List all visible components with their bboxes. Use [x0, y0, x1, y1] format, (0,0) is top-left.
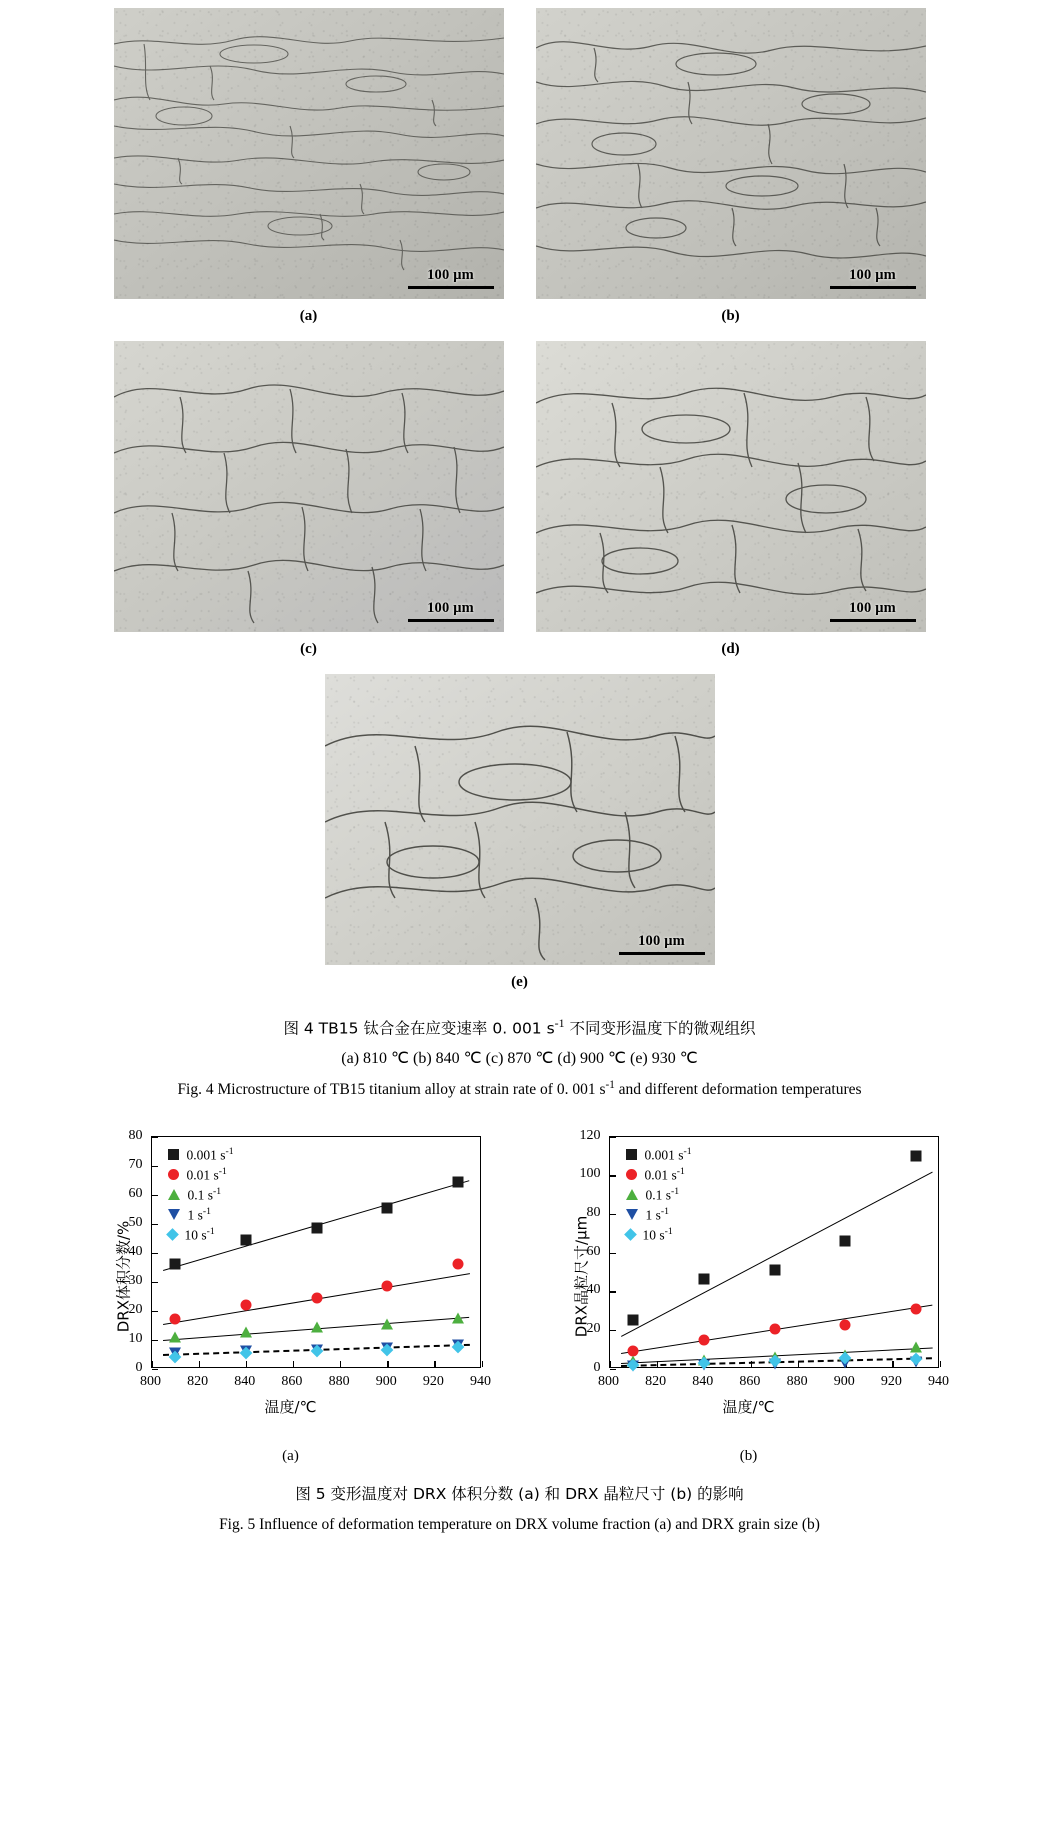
figure-4-caption-en-tail: and different deformation temperatures	[614, 1081, 862, 1099]
panel-label-e: (e)	[511, 974, 528, 990]
y-tick-label: 80	[586, 1204, 601, 1220]
chart-b-legend	[626, 1145, 692, 1245]
triangle-up-marker-icon	[452, 1312, 464, 1323]
scale-bar-label-a: 100 μm	[427, 267, 474, 284]
square-marker-icon	[382, 1202, 393, 1213]
diamond-marker-icon	[624, 1228, 637, 1241]
scale-bar-label-d: 100 μm	[849, 600, 896, 617]
square-marker-icon	[769, 1264, 780, 1275]
legend-item-4	[168, 1225, 234, 1245]
chart-b-plot-area	[609, 1136, 939, 1368]
y-tick-label: 50	[128, 1214, 143, 1230]
y-tick	[152, 1340, 158, 1341]
figure-4-caption-cn-main: 图 4 TB15 钛合金在应变速率 0. 001 s	[283, 1019, 555, 1038]
legend-label-4: 10 $s^{-1}$	[184, 1225, 215, 1243]
micrograph-cell-d	[536, 341, 926, 674]
triangle-up-marker-icon	[168, 1189, 180, 1200]
figure-4-caption-en-sup: -1	[605, 1079, 615, 1092]
square-marker-icon	[240, 1234, 251, 1245]
circle-marker-icon	[626, 1169, 637, 1180]
micrograph-row-2	[0, 341, 1039, 674]
texture-overlay	[536, 341, 926, 632]
scale-bar-a	[408, 268, 494, 289]
x-tick	[482, 1361, 483, 1367]
x-tick-label: 820	[645, 1373, 667, 1389]
square-marker-icon	[840, 1235, 851, 1246]
circle-marker-icon	[452, 1259, 463, 1270]
x-tick	[940, 1361, 941, 1367]
figure-5-caption-cn	[0, 1479, 1039, 1510]
x-tick-label: 880	[328, 1373, 350, 1389]
x-tick-label: 900	[833, 1373, 855, 1389]
square-marker-icon	[626, 1149, 637, 1160]
y-tick-label: 80	[128, 1127, 143, 1143]
circle-marker-icon	[168, 1169, 179, 1180]
triangle-up-marker-icon	[240, 1327, 252, 1338]
y-tick	[610, 1330, 616, 1331]
figure-5	[0, 1124, 1039, 1465]
x-tick-label: 840	[234, 1373, 256, 1389]
micrograph-cell-a	[114, 8, 504, 341]
diamond-marker-icon	[166, 1228, 179, 1241]
circle-marker-icon	[170, 1314, 181, 1325]
circle-marker-icon	[840, 1320, 851, 1331]
scale-bar-line-c	[408, 619, 494, 622]
y-tick-label: 100	[579, 1166, 601, 1182]
legend-label-4: 10 $s^{-1}$	[642, 1225, 673, 1243]
x-tick-label: 880	[786, 1373, 808, 1389]
panel-label-b: (b)	[721, 308, 740, 324]
micrograph-image-b	[536, 8, 926, 299]
micrograph-cell-b	[536, 8, 926, 341]
y-tick	[610, 1175, 616, 1176]
texture-overlay	[114, 341, 504, 632]
triangle-up-marker-icon	[311, 1321, 323, 1332]
legend-label-0: 0.001 $s^{-1}$	[644, 1145, 692, 1163]
legend-item-0	[168, 1145, 234, 1165]
chart-a-legend	[168, 1145, 234, 1245]
legend-item-2	[626, 1185, 692, 1205]
y-tick	[610, 1214, 616, 1215]
figure-4-caption-subpanels: (a) 810 ℃ (b) 840 ℃ (c) 870 ℃ (d) 900 ℃ (e) 930 ℃	[341, 1050, 698, 1068]
scale-bar-b	[830, 268, 916, 289]
legend-item-1	[626, 1165, 692, 1185]
scale-bar-line-d	[830, 619, 916, 622]
y-tick	[152, 1195, 158, 1196]
square-marker-icon	[168, 1149, 179, 1160]
figure-4-caption	[0, 1013, 1039, 1106]
circle-marker-icon	[240, 1299, 251, 1310]
figure-4-caption-cn-tail: 不同变形温度下的微观组织	[564, 1019, 756, 1038]
texture-overlay	[325, 674, 715, 965]
y-tick	[152, 1137, 158, 1138]
x-tick-label: 940	[470, 1373, 491, 1389]
micrograph-cell-e	[325, 674, 715, 1007]
square-marker-icon	[170, 1259, 181, 1270]
texture-overlay	[114, 8, 504, 299]
scale-bar-line-b	[830, 286, 916, 289]
legend-item-3	[168, 1205, 234, 1225]
scale-bar-label-e: 100 μm	[638, 933, 685, 950]
y-tick	[152, 1253, 158, 1254]
legend-label-0: 0.001 $s^{-1}$	[186, 1145, 234, 1163]
scale-bar-c	[408, 601, 494, 622]
scale-bar-line-a	[408, 286, 494, 289]
y-tick-label: 120	[579, 1127, 601, 1143]
legend-item-1	[168, 1165, 234, 1185]
y-tick	[152, 1311, 158, 1312]
x-tick	[293, 1361, 294, 1367]
square-marker-icon	[910, 1150, 921, 1161]
scale-bar-e	[619, 934, 705, 955]
triangle-up-marker-icon	[381, 1318, 393, 1329]
y-tick	[152, 1166, 158, 1167]
x-tick	[246, 1361, 247, 1367]
y-tick-label: 60	[128, 1185, 143, 1201]
triangle-down-marker-icon	[626, 1209, 638, 1220]
chart-b-sublabel: (b)	[739, 1447, 758, 1464]
chart-a-y-axis-title: DRX体积分数/%	[114, 1220, 132, 1332]
y-tick	[152, 1369, 158, 1370]
legend-label-3: 1 $s^{-1}$	[645, 1205, 669, 1223]
y-tick	[152, 1282, 158, 1283]
figure-4-caption-en-main: Fig. 4 Microstructure of TB15 titanium alloy at strain rate of 0. 001 s	[177, 1081, 606, 1099]
panel-label-a: (a)	[299, 308, 318, 324]
panel-label-c: (c)	[300, 641, 317, 657]
y-tick	[610, 1291, 616, 1292]
y-tick	[610, 1253, 616, 1254]
y-tick-label: 0	[135, 1359, 143, 1375]
legend-label-1: 0.01 $s^{-1}$	[186, 1165, 227, 1183]
figure-5-caption-cn-text: 图 5 变形温度对 DRX 体积分数 (a) 和 DRX 晶粒尺寸 (b) 的影响	[295, 1484, 744, 1503]
legend-item-3	[626, 1205, 692, 1225]
legend-item-2	[168, 1185, 234, 1205]
panel-label-d: (d)	[721, 641, 740, 657]
legend-item-0	[626, 1145, 692, 1165]
x-tick-label: 900	[375, 1373, 397, 1389]
scale-bar-line-e	[619, 952, 705, 955]
legend-item-4	[626, 1225, 692, 1245]
square-marker-icon	[311, 1222, 322, 1233]
circle-marker-icon	[311, 1292, 322, 1303]
circle-marker-icon	[769, 1323, 780, 1334]
micrograph-image-a	[114, 8, 504, 299]
triangle-up-marker-icon	[910, 1342, 922, 1353]
figure-4-caption-cn	[0, 1013, 1039, 1044]
micrograph-image-e	[325, 674, 715, 965]
triangle-up-marker-icon	[626, 1189, 638, 1200]
x-tick	[199, 1361, 200, 1367]
figure-5-caption-en: Fig. 5 Influence of deformation temperature on DRX volume fraction (a) and DRX grain size (b)	[219, 1516, 820, 1534]
y-tick-label: 70	[128, 1156, 143, 1172]
triangle-up-marker-icon	[169, 1331, 181, 1342]
x-tick-label: 920	[880, 1373, 902, 1389]
legend-label-3: 1 $s^{-1}$	[187, 1205, 211, 1223]
circle-marker-icon	[382, 1280, 393, 1291]
y-tick-label: 10	[128, 1330, 143, 1346]
triangle-down-marker-icon	[168, 1209, 180, 1220]
x-tick-label: 920	[422, 1373, 444, 1389]
y-tick	[610, 1137, 616, 1138]
circle-marker-icon	[698, 1334, 709, 1345]
circle-marker-icon	[910, 1303, 921, 1314]
x-tick-label: 800	[140, 1373, 161, 1389]
legend-label-2: 0.1 $s^{-1}$	[187, 1185, 222, 1203]
chart-column-b	[539, 1124, 959, 1465]
x-tick	[434, 1361, 435, 1367]
x-tick-label: 800	[598, 1373, 619, 1389]
scale-bar-label-b: 100 μm	[849, 267, 896, 284]
x-tick-label: 840	[692, 1373, 714, 1389]
y-tick	[152, 1224, 158, 1225]
y-tick-label: 40	[128, 1243, 143, 1259]
y-tick-label: 20	[586, 1320, 601, 1336]
micrograph-image-c	[114, 341, 504, 632]
x-tick-label: 820	[187, 1373, 209, 1389]
y-tick-label: 30	[128, 1272, 143, 1288]
figure-4-caption-cn-sup: -1	[554, 1016, 565, 1030]
texture-overlay	[536, 8, 926, 299]
micrograph-row-3	[0, 674, 1039, 1007]
square-marker-icon	[628, 1315, 639, 1326]
x-tick-label: 860	[281, 1373, 303, 1389]
square-marker-icon	[452, 1176, 463, 1187]
chart-a	[81, 1124, 501, 1424]
y-tick-label: 40	[586, 1282, 601, 1298]
chart-column-a	[81, 1124, 501, 1465]
x-tick	[152, 1361, 153, 1367]
square-marker-icon	[698, 1273, 709, 1284]
micrograph-image-d	[536, 341, 926, 632]
chart-b	[539, 1124, 959, 1424]
y-tick-label: 20	[128, 1301, 143, 1317]
chart-a-sublabel: (a)	[282, 1447, 299, 1464]
micrograph-cell-c	[114, 341, 504, 674]
x-tick-label: 860	[739, 1373, 761, 1389]
x-tick	[610, 1361, 611, 1367]
x-tick	[892, 1361, 893, 1367]
x-tick	[340, 1361, 341, 1367]
y-tick-label: 60	[586, 1243, 601, 1259]
x-tick-label: 940	[928, 1373, 949, 1389]
chart-a-x-axis-title: 温度/℃	[264, 1397, 317, 1416]
legend-label-2: 0.1 $s^{-1}$	[645, 1185, 680, 1203]
chart-b-x-axis-title: 温度/℃	[722, 1397, 775, 1416]
scale-bar-d	[830, 601, 916, 622]
y-tick-label: 0	[593, 1359, 601, 1375]
x-tick	[387, 1361, 388, 1367]
figure-5-caption	[0, 1479, 1039, 1541]
chart-a-plot-area	[151, 1136, 481, 1368]
legend-label-1: 0.01 $s^{-1}$	[644, 1165, 685, 1183]
chart-b-y-axis-title: DRX晶粒尺寸/μm	[572, 1215, 590, 1337]
figure-4-caption-en	[0, 1074, 1039, 1105]
scale-bar-label-c: 100 μm	[427, 600, 474, 617]
y-tick	[610, 1369, 616, 1370]
micrograph-row-1	[0, 8, 1039, 341]
